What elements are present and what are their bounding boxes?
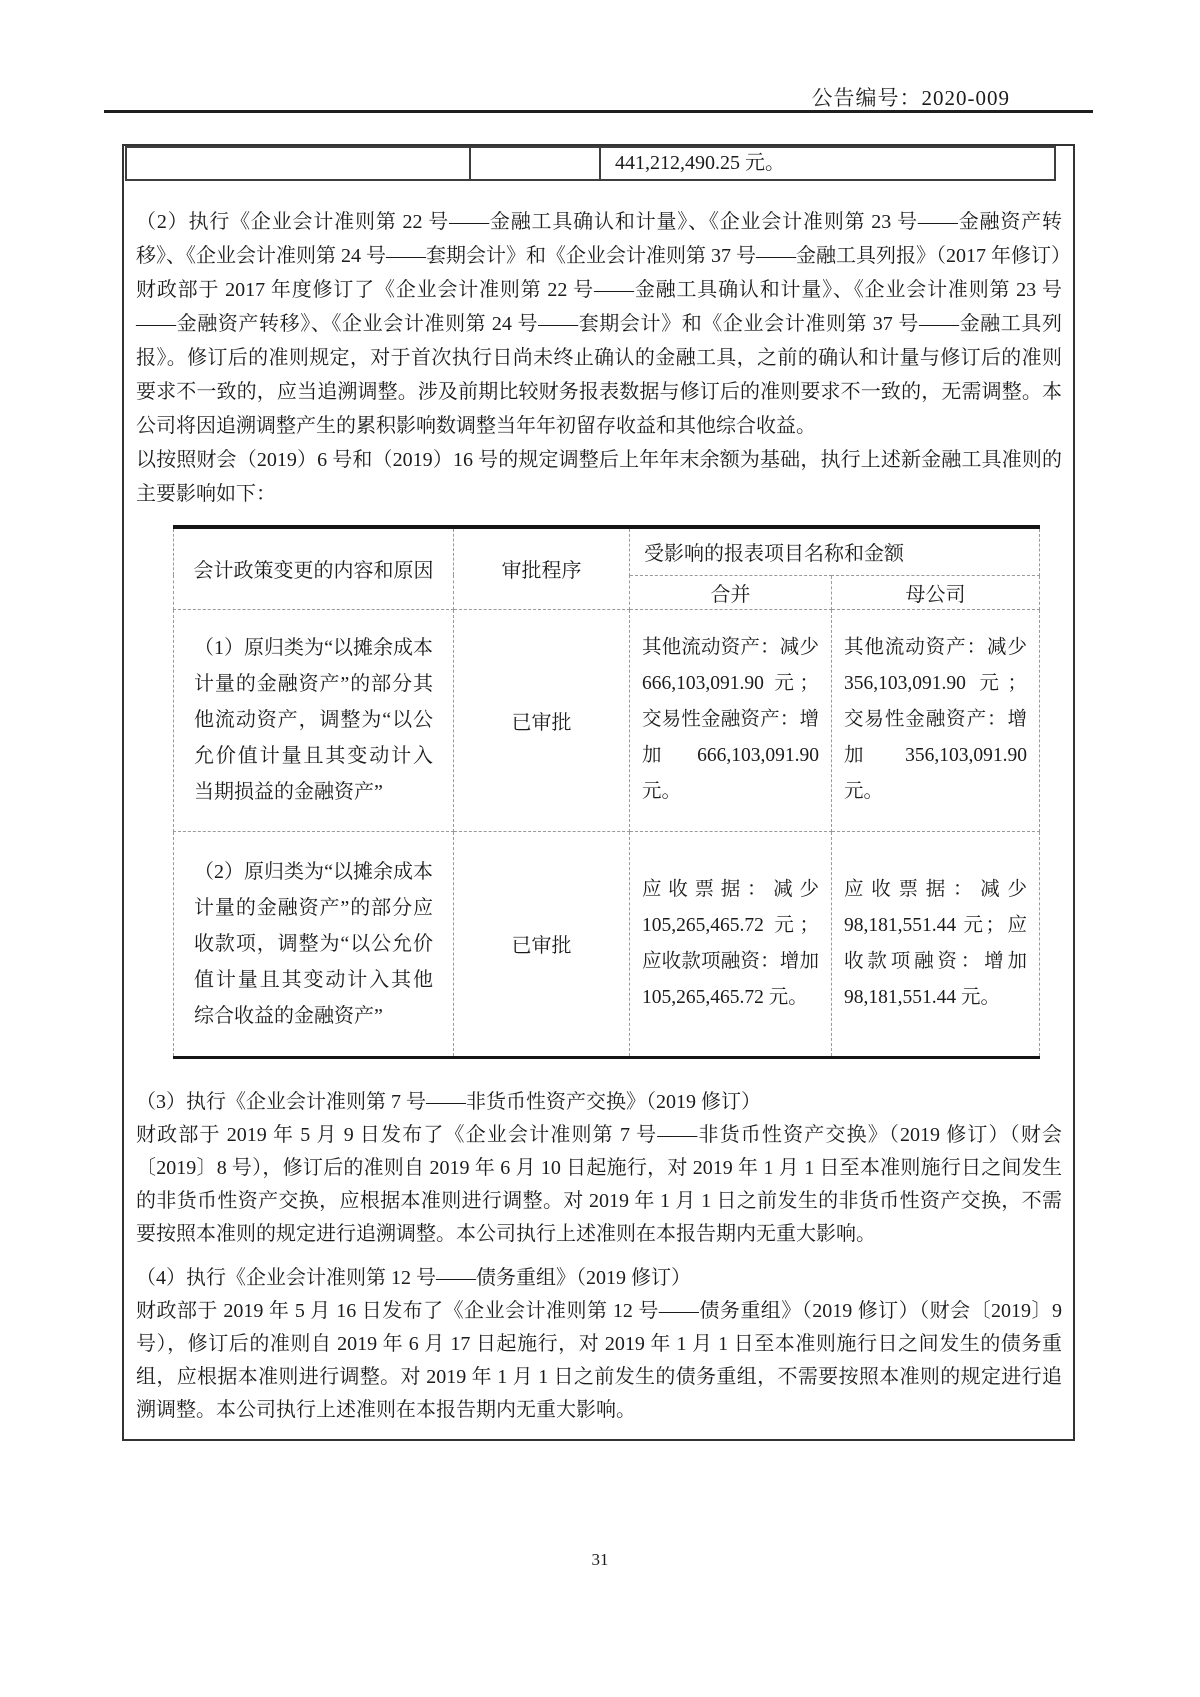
th-affected-items: 受影响的报表项目名称和金额: [630, 527, 1040, 575]
policy-change-1-approval-status: 已审批: [454, 609, 630, 831]
section-2-title: （2）执行《企业会计准则第 22 号——金融工具确认和计量》、《企业会计准则第 23 号——金融资产转移》、《企业会计准则第 24 号——套期会计》和《企业会计准则第 37 号——金融工具列报》（2017 年修订）: [136, 211, 1071, 267]
section-3-title: （3）执行《企业会计准则第 7 号——非货币性资产交换》（2019 修订）: [136, 1090, 761, 1113]
accounting-policy-impact-table: [173, 525, 1040, 1059]
th-consolidated: 合并: [630, 575, 832, 609]
th-parent-company: 母公司: [832, 575, 1040, 609]
section-2-body-1: 财政部于 2017 年度修订了《企业会计准则第 22 号——金融工具确认和计量》、《企业会计准则第 23 号——金融资产转移》、《企业会计准则第 24 号——套期会计》和《企业会计准则第 37 号——金融工具列报》。修订后的准则规定，对于首次执行日尚未终止确认的金融工具，之前的确认和计量与修订后的准则要求不一致的，应当追溯调整。涉及前期比较财务报表数据与修订后的准则要求不一致的，无需调整。本公司将因追溯调整产生的累积影响数调整当年年初留存收益和其他综合收益。: [136, 279, 1062, 437]
carryover-cell-2: [471, 148, 601, 179]
document-border-box: [122, 144, 1075, 1441]
announcement-number: 公告编号：2020-009: [811, 86, 1010, 110]
policy-change-2-consolidated-impact: 应收票据：减少 105,265,465.72 元；应收款项融资：增加 105,265,465.72 元。: [630, 831, 832, 1057]
policy-change-2-parent-impact: 应收票据：减少 98,181,551.44 元；应收款项融资：增加 98,181,551.44 元。: [832, 831, 1040, 1057]
table-header-row-1: [174, 527, 1040, 575]
table-row: [174, 831, 1040, 1057]
page-number: 31: [591, 1550, 609, 1569]
section-4-title: （4）执行《企业会计准则第 12 号——债务重组》（2019 修订）: [136, 1266, 691, 1289]
section-2-body-2: 以按照财会（2019）6 号和（2019）16 号的规定调整后上年年末余额为基础，执行上述新金融工具准则的主要影响如下：: [136, 449, 1062, 505]
policy-change-2-reason: （2）原归类为“以摊余成本计量的金融资产”的部分应收款项，调整为“以公允价值计量且其变动计入其他综合收益的金融资产”: [174, 831, 454, 1057]
carryover-cell-1: [127, 148, 471, 179]
policy-change-1-reason: （1）原归类为“以摊余成本计量的金融资产”的部分其他流动资产，调整为“以公允价值计量且其变动计入当期损益的金融资产”: [174, 609, 454, 831]
section-3-body: 财政部于 2019 年 5 月 9 日发布了《企业会计准则第 7 号——非货币性资产交换》（2019 修订）（财会〔2019〕8 号），修订后的准则自 2019 年 6 月 10 日起施行，对 2019 年 1 月 1 日至本准则施行日之间发生的非货币性资产交换，应根据本准则进行调整。对 2019 年 1 月 1 日之前发生的非货币性资产交换，不需要按照本准则的规定进行追溯调整。本公司执行上述准则在本报告期内无重大影响。: [136, 1123, 1062, 1245]
carryover-table-row: [125, 146, 1056, 181]
carryover-cell-amount: 441,212,490.25 元。: [615, 152, 785, 174]
policy-change-2-approval-status: 已审批: [454, 831, 630, 1057]
th-approval-procedure: 审批程序: [454, 527, 630, 609]
policy-change-1-parent-impact: 其他流动资产：减少 356,103,091.90 元；交易性金融资产：增加 356,103,091.90 元。: [832, 609, 1040, 831]
th-change-reason: 会计政策变更的内容和原因: [174, 527, 454, 609]
header-divider: [104, 110, 1093, 113]
section-4-body: 财政部于 2019 年 5 月 16 日发布了《企业会计准则第 12 号——债务重组》（2019 修订）（财会〔2019〕9 号），修订后的准则自 2019 年 6 月 17 日起施行，对 2019 年 1 月 1 日至本准则施行日之间发生的债务重组，应根据本准则进行调整。对 2019 年 1 月 1 日之前发生的债务重组，不需要按照本准则的规定进行追溯调整。本公司执行上述准则在本报告期内无重大影响。: [136, 1299, 1062, 1421]
table-row: [174, 609, 1040, 831]
policy-change-1-consolidated-impact: 其他流动资产：减少 666,103,091.90 元；交易性金融资产：增加 666,103,091.90 元。: [630, 609, 832, 831]
